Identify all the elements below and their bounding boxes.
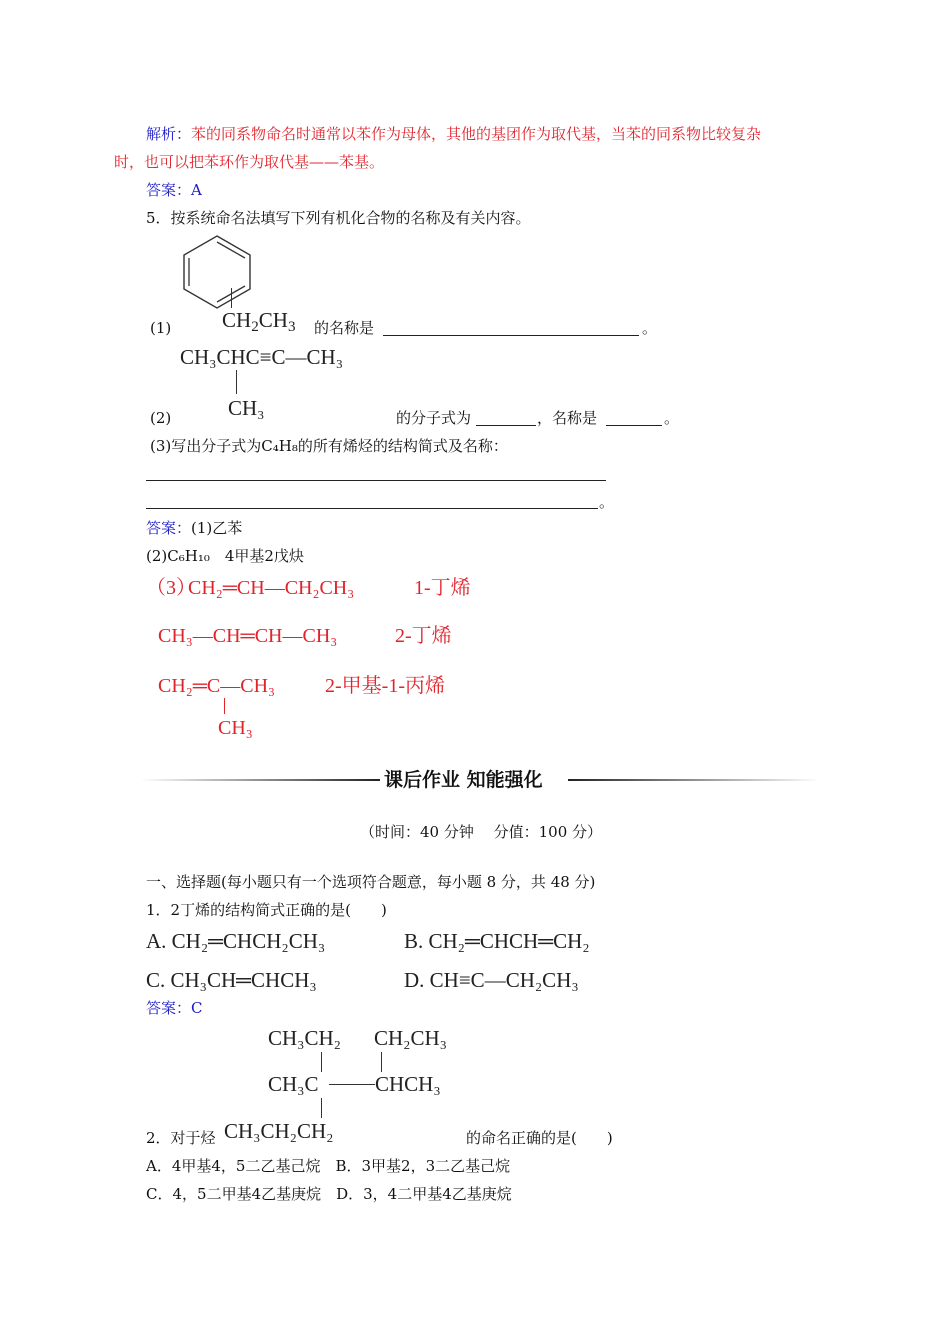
struct-bond-3 xyxy=(329,1084,375,1085)
period-2: 。 xyxy=(664,409,680,427)
branch-bond-red xyxy=(224,698,225,714)
answer-blank-3[interactable] xyxy=(606,425,662,426)
mc1-option-d[interactable]: D. CH≡C—CH₂CH₃ xyxy=(404,968,579,992)
struct-bond-2 xyxy=(381,1052,382,1072)
mc2-options-cd[interactable]: C．4，5二甲基4乙基庚烷 D．3，4二甲基4乙基庚烷 xyxy=(146,1185,512,1203)
part-1-label: (1) xyxy=(150,319,172,337)
time-score: （时间：40 分钟 分值：100 分） xyxy=(360,823,603,841)
mc2-stem-b: 的命名正确的是( ) xyxy=(466,1129,613,1147)
answer-blank-5[interactable] xyxy=(146,508,598,509)
struct-row2-left: CH₃C xyxy=(268,1072,319,1096)
analysis-line-1: 解析：苯的同系物命名时通常以苯作为母体，其他的基团作为取代基，当苯的同系物比较复杂 xyxy=(146,125,762,143)
struct-row3: CH₃CH₂CH₂ xyxy=(224,1119,334,1143)
answer-row-1: 答案：(1)乙苯 xyxy=(146,519,243,537)
bond-line xyxy=(231,288,232,308)
struct-row1-right: CH₂CH₃ xyxy=(374,1026,447,1050)
part-2-label: (2) xyxy=(150,409,172,427)
answer-blank-2[interactable] xyxy=(476,425,536,426)
answer-blank-1[interactable] xyxy=(383,335,639,336)
branch-bond xyxy=(236,370,237,394)
mc1-option-c[interactable]: C. CH₃CH═CHCH₃ xyxy=(146,968,317,992)
analysis-line-2: 时，也可以把苯环作为取代基——苯基。 xyxy=(114,153,385,171)
methylpropene-name: 2-甲基-1-丙烯 xyxy=(325,675,445,697)
but-2-ene-name: 2-丁烯 xyxy=(395,625,452,647)
mc1-stem: 1．2丁烯的结构简式正确的是( ) xyxy=(146,901,387,919)
answer-row-2: (2)C₆H₁₀ 4甲基2戊炔 xyxy=(146,547,304,565)
but-2-ene-formula: CH₃—CH═CH—CH₃ xyxy=(158,625,338,647)
name-prompt: 的名称是 xyxy=(314,319,375,337)
answer-3-prefix: （3） xyxy=(146,577,196,599)
section-title: 课后作业 知能强化 xyxy=(384,769,543,791)
answer-blank-4[interactable] xyxy=(146,480,606,481)
answer-label: 答案：A xyxy=(146,181,202,199)
but-1-ene-name: 1-丁烯 xyxy=(414,577,471,599)
mc2-stem-a: 2．对于烃 xyxy=(146,1129,216,1147)
methylpropene-formula: CH₂═C—CH₃ xyxy=(158,675,276,697)
formula-prompt: 的分子式为 xyxy=(396,409,472,427)
methyl-branch-red: CH₃ xyxy=(218,717,253,739)
struct-row2-right: CHCH₃ xyxy=(375,1072,441,1096)
struct-bond-4 xyxy=(321,1098,322,1118)
mc1-answer: 答案：C xyxy=(146,999,203,1017)
but-1-ene-formula: CH₂═CH—CH₂CH₃ xyxy=(188,577,355,599)
name-prompt-2: ，名称是 xyxy=(537,409,598,427)
mc1-option-b[interactable]: B. CH₂═CHCH═CH₂ xyxy=(404,929,590,953)
part-3-prompt: (3)写出分子式为C₄H₈的所有烯烃的结构简式及名称： xyxy=(150,437,508,455)
mc2-options-ab[interactable]: A．4甲基4，5二乙基己烷 B．3甲基2，3二乙基己烷 xyxy=(146,1157,511,1175)
period: 。 xyxy=(642,319,658,337)
benzene-ring-icon xyxy=(178,232,256,312)
struct-row1-left: CH₃CH₂ xyxy=(268,1026,341,1050)
period-3: 。 xyxy=(599,493,615,511)
question-stem: 5．按系统命名法填写下列有机化合物的名称及有关内容。 xyxy=(146,209,531,227)
mc1-option-a[interactable]: A. CH₂═CHCH₂CH₃ xyxy=(146,929,326,953)
alkyne-formula: CH₃CHC≡C—CH₃ xyxy=(180,345,344,369)
part-heading: 一、选择题(每小题只有一个选项符合题意，每小题 8 分，共 48 分) xyxy=(146,873,596,891)
ethyl-formula: $CH_2CH_3$ xyxy=(222,308,296,335)
methyl-branch: CH₃ xyxy=(228,396,265,420)
struct-bond-1 xyxy=(321,1052,322,1072)
